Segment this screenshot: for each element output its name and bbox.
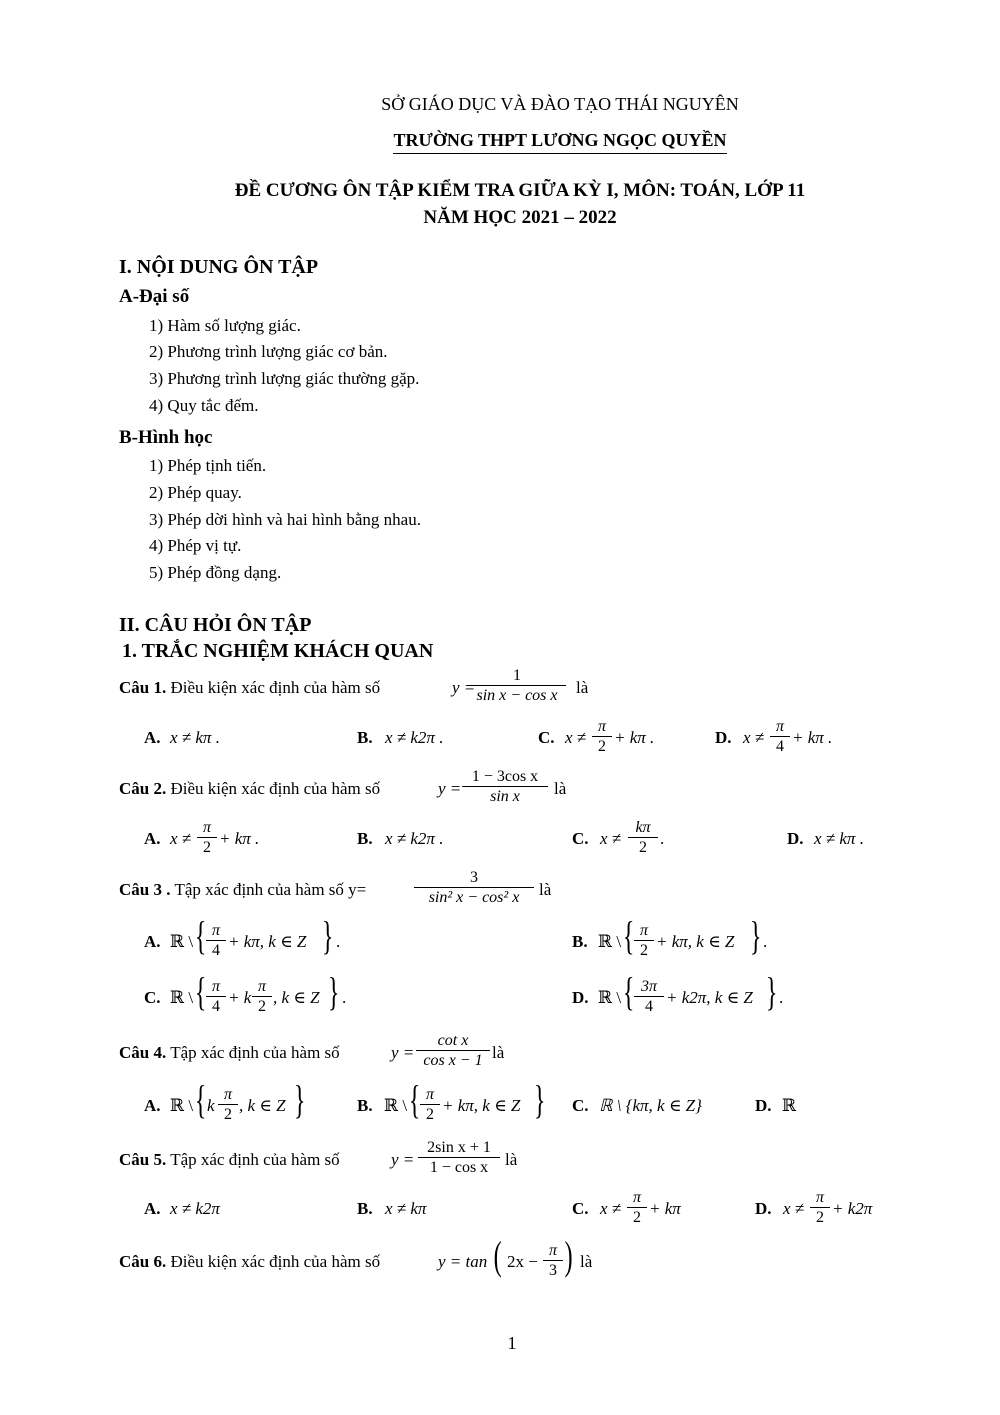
option-c-tail: + kπ . — [614, 728, 655, 747]
school-name: TRƯỜNG THPT LƯƠNG NGỌC QUYỀN — [60, 130, 1000, 154]
list-item: 4) Quy tắc đếm. — [149, 396, 259, 415]
option-label: C. — [572, 1199, 589, 1218]
option-c-answer[interactable]: x ≠ — [565, 728, 587, 747]
option-d-tail: + k2π — [832, 1199, 873, 1218]
math-lhs: y = tan — [438, 1252, 488, 1271]
option-a-answer[interactable]: ℝ \ — [170, 1096, 194, 1115]
question-tail: là — [580, 1252, 593, 1271]
question-text: Tập xác định của hàm số — [170, 1150, 340, 1169]
option-d-answer[interactable]: x ≠ kπ . — [814, 829, 864, 848]
option-d-answer[interactable]: ℝ — [782, 1096, 797, 1115]
question-label: Câu 2. — [119, 779, 167, 798]
brace-open: { — [194, 913, 207, 958]
option-label: D. — [787, 829, 804, 848]
option-d-tail: + kπ . — [792, 728, 833, 747]
set-expression: + kπ, k ∈ Z — [228, 932, 307, 951]
option-d-answer[interactable]: x ≠ — [743, 728, 765, 747]
paren-open: ( — [493, 1233, 502, 1278]
brace-open: { — [194, 1077, 207, 1122]
fraction: $\frac{\text{2sin x + 1}}{\text{1 − cos x}}$ — [418, 1138, 500, 1177]
option-b-answer[interactable]: x ≠ k2π . — [385, 829, 444, 848]
fraction: $\frac{\pi}{2}$ — [252, 977, 272, 1016]
question-tail: là — [554, 779, 567, 798]
set-expression: + kπ, k ∈ Z — [442, 1096, 521, 1115]
fraction: $\frac{\pi}{2}$ — [420, 1085, 440, 1124]
question-tail: là — [576, 678, 589, 697]
brace-open: { — [194, 969, 207, 1014]
fraction: $\frac{\pi}{2}$ — [810, 1188, 830, 1227]
question-text: Điều kiện xác định của hàm số — [170, 779, 381, 798]
option-label: C. — [572, 829, 589, 848]
document-title: ĐỀ CƯƠNG ÔN TẬP KIỂM TRA GIỮA KỲ I, MÔN: TOÁN, LỚP 11 — [234, 180, 806, 201]
option-b-answer[interactable]: ℝ \ — [598, 932, 622, 951]
fraction: $\frac{\pi}{2}$ — [634, 921, 654, 960]
option-a-answer[interactable]: x ≠ k2π — [170, 1199, 220, 1218]
question-text: Điều kiện xác định của hàm số — [170, 678, 381, 697]
set-expression: , k ∈ Z — [239, 1096, 286, 1115]
option-b-answer[interactable]: x ≠ kπ — [385, 1199, 427, 1218]
geometry-heading: B-Hình học — [119, 427, 213, 448]
option-c-answer[interactable]: x ≠ — [600, 1199, 622, 1218]
fraction: $\frac{k\pi}{2}$ — [628, 818, 658, 857]
option-a-answer[interactable]: ℝ \ — [170, 932, 194, 951]
list-item: 3) Phương trình lượng giác thường gặp. — [149, 369, 420, 388]
question-text: Tập xác định của hàm số y= — [174, 880, 367, 899]
option-a-answer[interactable]: x ≠ — [170, 829, 192, 848]
option-label: A. — [144, 1199, 161, 1218]
math-lhs: y = — [391, 1043, 415, 1062]
section-heading-content: I. NỘI DUNG ÔN TẬP — [119, 256, 319, 278]
option-label: C. — [144, 988, 161, 1007]
fraction: $\frac{\pi}{2}$ — [627, 1188, 647, 1227]
question-text: Tập xác định của hàm số — [170, 1043, 340, 1062]
question-text: Điều kiện xác định của hàm số — [170, 1252, 381, 1271]
option-b-answer[interactable]: ℝ \ — [384, 1096, 408, 1115]
question-6 — [119, 1252, 380, 1272]
question-3 — [119, 880, 366, 900]
fraction: $\frac{\text{1 − 3cos x}}{\text{sin x}}$ — [462, 767, 548, 806]
brace-open: { — [408, 1077, 421, 1122]
brace-close: } — [533, 1077, 546, 1122]
question-label: Câu 5. — [119, 1150, 167, 1169]
option-tail: . — [336, 932, 341, 951]
fraction: $\frac{\pi}{3}$ — [543, 1241, 563, 1280]
option-tail: . — [763, 932, 768, 951]
fraction: $\frac{3\pi}{4}$ — [634, 977, 664, 1016]
option-label: D. — [572, 988, 589, 1007]
option-label: B. — [357, 728, 373, 747]
option-label: B. — [357, 1199, 373, 1218]
fraction: $\frac{\pi}{2}$ — [592, 717, 612, 756]
fraction: $\frac{\pi}{4}$ — [206, 977, 226, 1016]
question-label: Câu 3 . — [119, 880, 171, 899]
list-item: 2) Phương trình lượng giác cơ bản. — [149, 342, 388, 361]
option-label: A. — [144, 932, 161, 951]
subsection-heading: 1. TRẮC NGHIỆM KHÁCH QUAN — [122, 640, 434, 662]
set-expression: + kπ, k ∈ Z — [656, 932, 735, 951]
list-item: 3) Phép dời hình và hai hình bằng nhau. — [149, 510, 421, 529]
brace-close: } — [293, 1077, 306, 1122]
brace-close: } — [765, 969, 778, 1014]
question-label: Câu 6. — [119, 1252, 167, 1271]
option-c-tail: + kπ — [649, 1199, 681, 1218]
section-heading-questions: II. CÂU HỎI ÔN TẬP — [119, 614, 312, 636]
fraction: $\frac{\pi}{4}$ — [770, 717, 790, 756]
option-label: D. — [715, 728, 732, 747]
brace-close: } — [327, 969, 340, 1014]
option-label: A. — [144, 728, 161, 747]
brace-close: } — [749, 913, 762, 958]
set-expression: + k2π, k ∈ Z — [666, 988, 753, 1007]
option-c-answer[interactable]: x ≠ — [600, 829, 622, 848]
question-2 — [119, 779, 380, 799]
set-expression: , k ∈ Z — [273, 988, 320, 1007]
math-lhs: y = — [452, 678, 476, 697]
option-label: B. — [357, 1096, 373, 1115]
fraction: $\frac{3}{\text{sin² x − cos² x}}$ — [414, 868, 534, 907]
math-lhs: y = — [391, 1150, 415, 1169]
option-d-answer[interactable]: ℝ \ — [598, 988, 622, 1007]
option-a-answer[interactable]: x ≠ kπ . — [170, 728, 220, 747]
list-item: 2) Phép quay. — [149, 483, 242, 502]
option-label: A. — [144, 829, 161, 848]
question-tail: là — [505, 1150, 518, 1169]
option-label: A. — [144, 1096, 161, 1115]
list-item: 5) Phép đồng dạng. — [149, 563, 282, 582]
option-d-answer[interactable]: x ≠ — [783, 1199, 805, 1218]
question-1 — [119, 678, 380, 698]
option-tail: . — [342, 988, 347, 1007]
page-number: 1 — [507, 1333, 517, 1353]
question-5 — [119, 1150, 340, 1170]
option-label: D. — [755, 1199, 772, 1218]
question-tail: là — [492, 1043, 505, 1062]
fraction: $\frac{\text{cot x}}{\text{cos x − 1}}$ — [416, 1031, 490, 1070]
option-b-answer[interactable]: x ≠ k2π . — [385, 728, 444, 747]
algebra-heading: A-Đại số — [119, 286, 190, 307]
question-tail: là — [539, 880, 552, 899]
option-label: D. — [755, 1096, 772, 1115]
fraction: $\frac{\pi}{2}$ — [197, 818, 217, 857]
option-tail: . — [779, 988, 784, 1007]
question-label: Câu 1. — [119, 678, 167, 697]
option-c-tail: . — [660, 829, 665, 848]
fraction: $\frac{\pi}{2}$ — [218, 1085, 238, 1124]
option-label: B. — [572, 932, 588, 951]
option-label: C. — [572, 1096, 589, 1115]
option-c-answer[interactable]: ℝ \ — [170, 988, 194, 1007]
option-c-answer[interactable]: ℝ \ {kπ, k ∈ Z} — [599, 1096, 702, 1115]
school-year: NĂM HỌC 2021 – 2022 — [423, 207, 617, 228]
option-label: C. — [538, 728, 555, 747]
department-name: SỞ GIÁO DỤC VÀ ĐÀO TẠO THÁI NGUYÊN — [381, 94, 739, 114]
option-label: B. — [357, 829, 373, 848]
list-item: 1) Hàm số lượng giác. — [149, 316, 301, 335]
list-item: 1) Phép tịnh tiến. — [149, 456, 267, 475]
math-lhs: y = — [438, 779, 462, 798]
brace-close: } — [321, 913, 334, 958]
brace-open: { — [622, 969, 635, 1014]
brace-open: { — [622, 913, 635, 958]
paren-close: ) — [564, 1233, 573, 1278]
question-4 — [119, 1043, 340, 1063]
fraction: $\frac{\pi}{4}$ — [206, 921, 226, 960]
set-expression: k — [207, 1096, 215, 1115]
fraction: $\frac{1}{\text{sin x − cos x}}$ — [468, 666, 566, 705]
option-a-tail: + kπ . — [219, 829, 260, 848]
set-expression: + k — [228, 988, 252, 1007]
list-item: 4) Phép vị tự. — [149, 536, 242, 555]
inner-expression: 2x − — [507, 1252, 538, 1271]
question-label: Câu 4. — [119, 1043, 167, 1062]
